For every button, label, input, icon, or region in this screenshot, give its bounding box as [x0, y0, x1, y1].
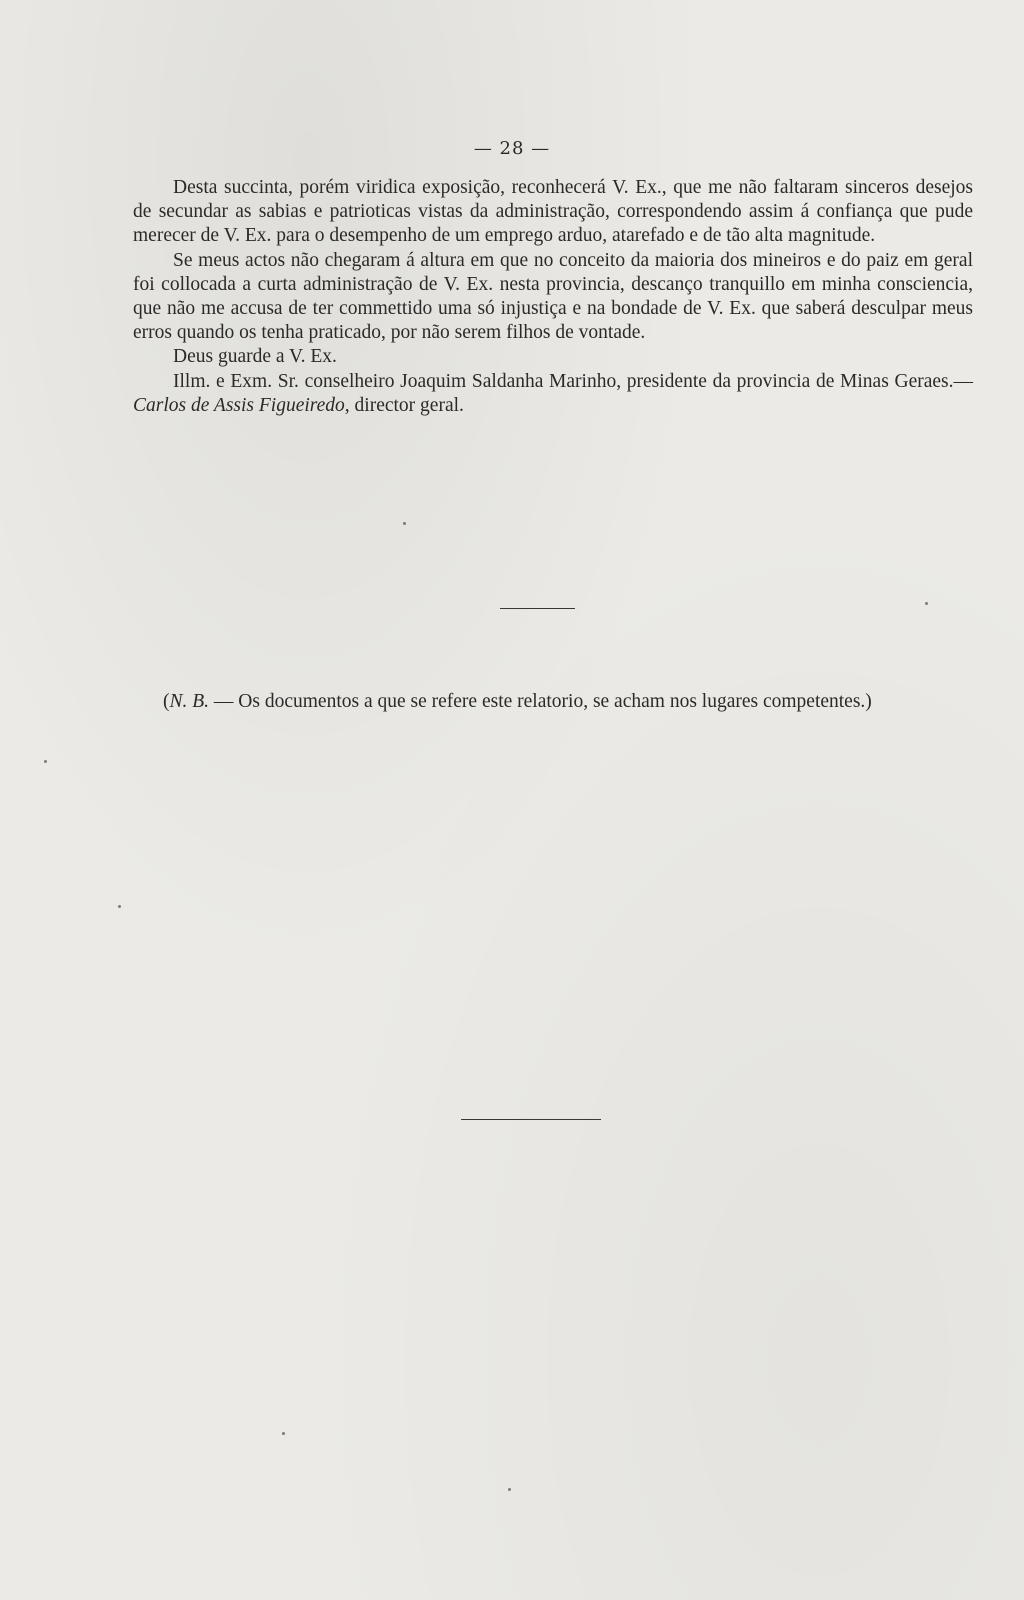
footnote-paragraph	[133, 690, 973, 714]
signature-name: Carlos de Assis Figueiredo	[133, 394, 345, 416]
paper-speck	[925, 602, 928, 605]
footnote	[133, 690, 973, 714]
paragraph-exposition: Desta succinta, porém viridica exposição, reconhecerá V. Ex., que me não faltaram sinceros desejos de secundar as sabias e patrioticas vistas da administração, correspondendo assim á confiança que pude merecer de V. Ex. para o desempenho de um emprego arduo, atarefado e de tão alta magnitude.	[133, 177, 973, 247]
page-number: — 28 —	[473, 138, 551, 159]
paper-speck	[44, 760, 47, 763]
paper-speck	[508, 1488, 511, 1491]
paragraph-closing	[133, 370, 973, 418]
closing-address: Illm. e Exm. Sr. conselheiro Joaquim Saldanha Marinho, presidente da provincia de Minas Geraes.—	[173, 370, 973, 392]
paper-speck	[118, 905, 121, 908]
paragraph-conscience: Se meus actos não chegaram á altura em que no conceito da maioria dos mineiros e do paiz em geral foi collocada a curta administração de V. Ex. nesta provincia, descanço tranquillo em minha consciencia, que não me accusa de ter commettido uma só injustiça e na bondade de V. Ex. que saberá desculpar meus erros quando os tenha praticado, por não serem filhos de vontade.	[133, 249, 973, 344]
footnote-label: N. B.	[169, 691, 210, 712]
paragraph-salutation: Deus guarde a V. Ex.	[173, 346, 337, 368]
paper-speck	[282, 1432, 285, 1435]
footnote-open-paren: (	[163, 691, 170, 712]
signature-title: , director geral.	[344, 394, 464, 416]
paper-speck	[403, 522, 406, 525]
divider-rule	[500, 608, 575, 609]
footnote-text: — Os documentos a que se refere este relatorio, se acham nos lugares competentes.)	[209, 691, 872, 712]
letter-body	[133, 176, 973, 418]
end-rule	[461, 1119, 601, 1120]
